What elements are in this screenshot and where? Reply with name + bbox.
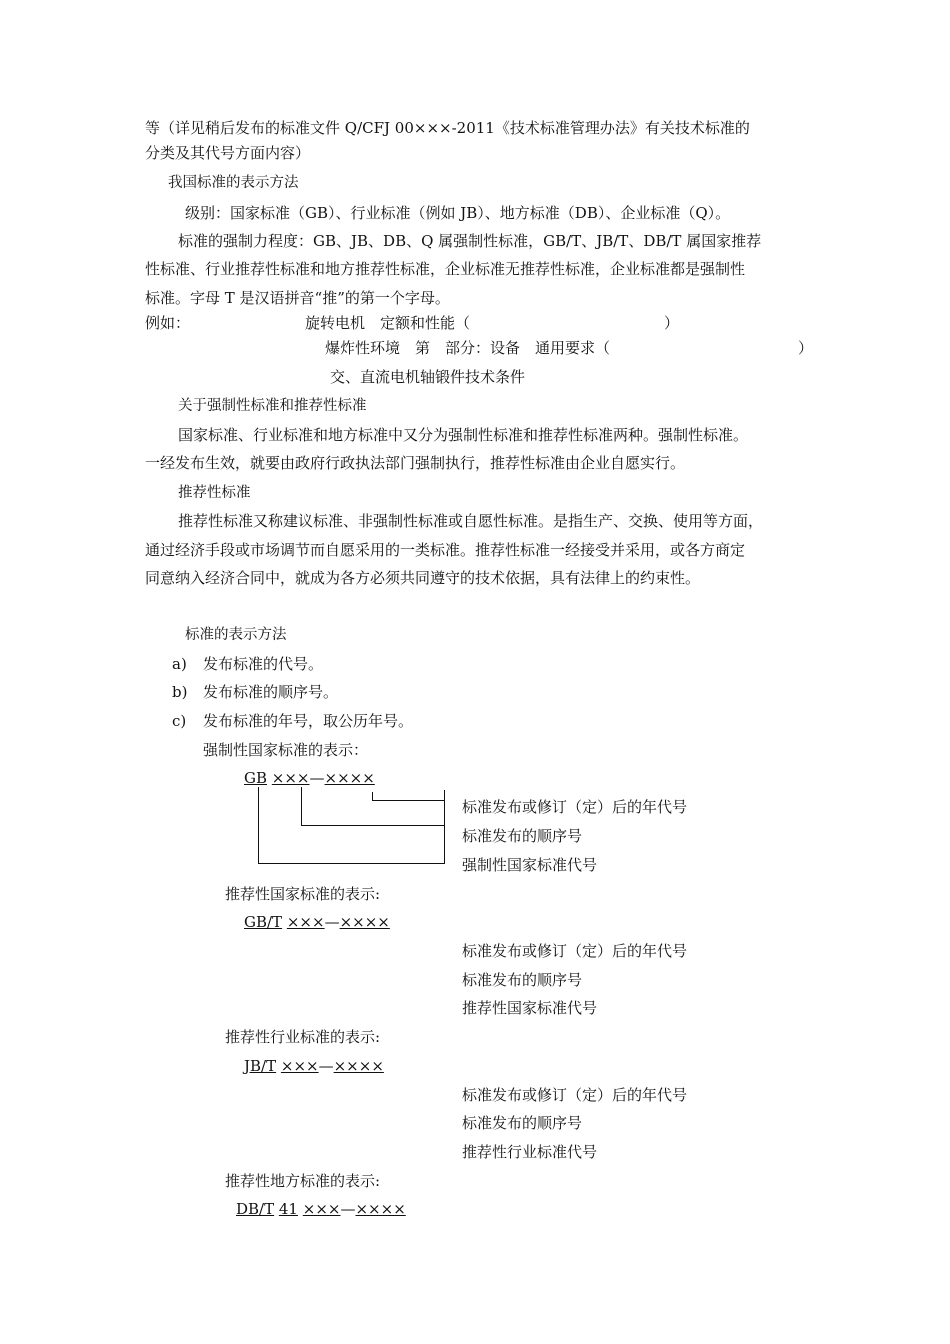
gb-label-seq: 标准发布的顺序号 — [462, 827, 583, 845]
section-heading-repr: 我国标准的表示方法 — [168, 175, 299, 191]
gbt-label-code: 推荐性国家标准代号 — [462, 999, 598, 1017]
gb-bracket-right-vertical — [444, 790, 445, 864]
gbt-caption: 推荐性国家标准的表示: — [225, 885, 381, 903]
example-1-title: 旋转电机 定额和性能（ — [305, 314, 471, 332]
gb-caption: 强制性国家标准的表示： — [203, 741, 369, 759]
dbt-caption: 推荐性地方标准的表示: — [225, 1172, 381, 1190]
gb-seq: ××× — [271, 769, 310, 787]
intro-line-1: 等（详见稍后发布的标准文件 Q/CFJ 00×××-2011《技术标准管理办法》有关技术标准的 — [145, 119, 750, 137]
recommended-p3: 同意纳入经济合同中，就成为各方必须共同遵守的技术依据，具有法律上的约束性。 — [145, 569, 701, 587]
jbt-dash: — — [318, 1057, 334, 1075]
list-item-marker: a) — [172, 655, 187, 673]
gb-label-year: 标准发布或修订（定）后的年代号 — [462, 798, 688, 816]
gb-bracket-code-horizontal — [258, 863, 445, 864]
section-heading-mandatory: 关于强制性标准和推荐性标准 — [178, 398, 367, 414]
gb-code: GB — [244, 769, 268, 787]
section-heading-method: 标准的表示方法 — [185, 627, 287, 643]
jbt-year: ×××× — [333, 1057, 384, 1075]
gbt-label-year: 标准发布或修订（定）后的年代号 — [462, 942, 688, 960]
list-item: 发布标准的顺序号。 — [203, 683, 339, 701]
gbt-seq: ××× — [286, 913, 325, 931]
gbt-code-line — [244, 912, 390, 932]
list-item: 发布标准的代号。 — [203, 655, 324, 673]
dbt-year: ×××× — [355, 1200, 406, 1218]
gbt-year: ×××× — [339, 913, 390, 931]
example-1-close: ） — [664, 314, 680, 332]
gb-year: ×××× — [324, 769, 375, 787]
jbt-code: JB/T — [244, 1057, 277, 1075]
gb-bracket-code-vertical — [258, 787, 259, 864]
gb-bracket-seq-horizontal — [301, 825, 445, 826]
jbt-label-seq: 标准发布的顺序号 — [462, 1114, 583, 1132]
intro-line-2: 分类及其代号方面内容） — [145, 144, 311, 162]
jbt-label-code: 推荐性行业标准代号 — [462, 1143, 598, 1161]
gb-dash: — — [309, 769, 325, 787]
gb-bracket-year-horizontal — [372, 800, 445, 801]
dbt-code-line — [236, 1199, 406, 1219]
gbt-label-seq: 标准发布的顺序号 — [462, 971, 583, 989]
list-item: 发布标准的年号，取公历年号。 — [203, 712, 414, 730]
mandatory-p1: 国家标准、行业标准和地方标准中又分为强制性标准和推荐性标准两种。强制性标准。 — [178, 426, 749, 444]
recommended-p2: 通过经济手段或市场调节而自愿采用的一类标准。推荐性标准一经接受并采用，或各方商定 — [145, 541, 746, 559]
section-heading-recommended: 推荐性标准 — [178, 485, 251, 501]
list-item-marker: b) — [172, 683, 188, 701]
gbt-dash: — — [324, 913, 340, 931]
level-line: 级别：国家标准（GB）、行业标准（例如 JB）、地方标准（DB）、企业标准（Q）。 — [185, 204, 731, 222]
jbt-label-year: 标准发布或修订（定）后的年代号 — [462, 1086, 688, 1104]
jbt-caption: 推荐性行业标准的表示: — [225, 1028, 381, 1046]
dbt-code: DB/T — [236, 1200, 275, 1218]
force-line-2: 性标准、行业推荐性标准和地方推荐性标准，企业标准无推荐性标准，企业标准都是强制性 — [145, 260, 746, 278]
gbt-code: GB/T — [244, 913, 283, 931]
jbt-seq: ××× — [280, 1057, 319, 1075]
example-2-close: ） — [798, 339, 814, 357]
example-3-title: 交、直流电机轴锻件技术条件 — [330, 368, 526, 386]
gb-label-code: 强制性国家标准代号 — [462, 856, 598, 874]
recommended-p1: 推荐性标准又称建议标准、非强制性标准或自愿性标准。是指生产、交换、使用等方面， — [178, 512, 764, 530]
gb-code-line — [244, 768, 375, 788]
dbt-seq: ××× — [302, 1200, 341, 1218]
dbt-region: 41 — [278, 1200, 298, 1218]
force-line-1: 标准的强制力程度：GB、JB、DB、Q 属强制性标准，GB/T、JB/T、DB/T 属国家推荐 — [178, 232, 762, 250]
force-line-3: 标准。字母 T 是汉语拼音“推”的第一个字母。 — [145, 289, 450, 307]
example-label: 例如： — [145, 314, 191, 332]
list-item-marker: c) — [172, 712, 187, 730]
mandatory-p2: 一经发布生效，就要由政府行政执法部门强制执行，推荐性标准由企业自愿实行。 — [145, 454, 686, 472]
jbt-code-line — [244, 1056, 384, 1076]
dbt-dash: — — [340, 1200, 356, 1218]
gb-bracket-seq-vertical — [301, 787, 302, 826]
example-2-title: 爆炸性环境 第 部分：设备 通用要求（ — [325, 339, 611, 357]
